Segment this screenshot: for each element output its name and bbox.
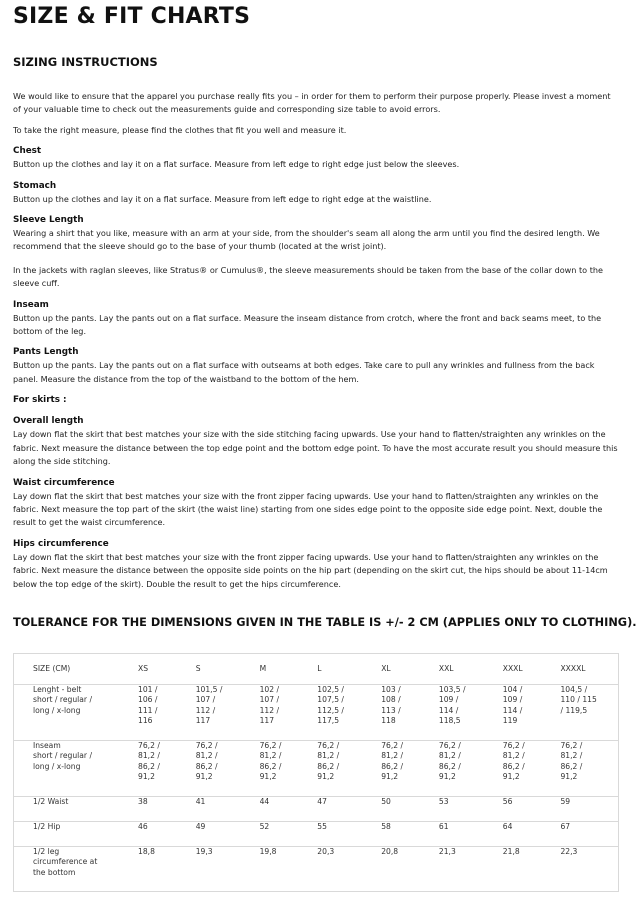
intro-text: We would like to ensure that the apparel you purchase really fits you – in order for them to perform their purpose properly. Please invest a moment of your valuable time to check out the measurements guide and corresponding size table to avoid errors.: [13, 91, 611, 115]
hips-text: Lay down flat the skirt that best matches your size with the front zipper facing upwards. Use your hand to flatten/straighten any wrinkles on the fabric. Next measure the distance between the opposite side points on the hip part (depending on the skirt cut, the hips should be about 11-14cm below the top edge of the skirt). Double the result to get the hips circumference.: [13, 551, 608, 589]
table-row: [14, 822, 619, 847]
row-label: Inseam short / regular / long / x-long: [33, 741, 93, 771]
header-cell: XS: [119, 654, 177, 685]
table-cell: 76,2 / 81,2 / 86,2 / 91,2: [195, 741, 218, 781]
row-label: 1/2 Waist: [33, 797, 69, 806]
header-cell: XXXL: [484, 654, 542, 685]
table-cell: 41: [195, 797, 206, 806]
table-cell: 53: [438, 797, 449, 806]
table-cell: 44: [259, 797, 270, 806]
pants-length-heading: Pants Length: [13, 347, 79, 358]
table-cell: 55: [317, 822, 327, 831]
table-cell: 21,8: [502, 847, 520, 856]
header-cell: S: [177, 654, 241, 685]
table-cell: 20,3: [317, 847, 335, 856]
header-cell: L: [298, 654, 362, 685]
sleeve-heading: Sleeve Length: [13, 215, 84, 226]
overall-length-text: Lay down flat the skirt that best matches your size with the side stitching facing upwards. Use your hand to flatten/straighten any wrinkles on the fabric. Next measure the distance between the top edge point and the bottom edge point. To have the most accurate result you should measure this along the side stitching.: [13, 429, 618, 467]
size-table: [13, 653, 619, 892]
header-cell: XXXXL: [541, 654, 618, 685]
table-cell: 76,2 / 81,2 / 86,2 / 91,2: [317, 741, 340, 781]
table-cell: 67: [560, 822, 571, 831]
sizing-instructions: [13, 90, 618, 591]
table-cell: 38: [138, 797, 148, 806]
table-cell: 76,2 / 81,2 / 86,2 / 91,2: [259, 741, 282, 781]
stomach-heading: Stomach: [13, 180, 57, 191]
table-cell: 76,2 / 81,2 / 86,2 / 91,2: [381, 741, 404, 781]
row-label: Lenght - belt short / regular / long / x-long: [33, 685, 93, 715]
table-cell: 104 / 109 / 114 / 119: [502, 685, 523, 725]
table-cell: 64: [502, 822, 513, 831]
header-cell: M: [241, 654, 299, 685]
table-cell: 103,5 / 109 / 114 / 118,5: [438, 685, 466, 725]
table-cell: 61: [438, 822, 449, 831]
table-cell: 52: [259, 822, 270, 831]
chest-heading: Chest: [13, 146, 42, 157]
header-cell: SIZE (CM): [14, 654, 120, 685]
inseam-heading: Inseam: [13, 299, 49, 310]
row-label: 1/2 leg circumference at the bottom: [33, 847, 98, 877]
table-cell: 22,3: [560, 847, 578, 856]
table-cell: 49: [195, 822, 206, 831]
table-cell: 47: [317, 797, 327, 806]
overall-length-heading: Overall length: [13, 416, 84, 427]
table-cell: 76,2 / 81,2 / 86,2 / 91,2: [502, 741, 525, 781]
table-cell: 76,2 / 81,2 / 86,2 / 91,2: [138, 741, 160, 781]
hips-heading: Hips circumference: [13, 538, 109, 549]
header-cell: XXL: [420, 654, 484, 685]
table-cell: 102,5 / 107,5 / 112,5 / 117,5: [317, 685, 344, 725]
table-cell: 103 / 108 / 113 / 118: [381, 685, 401, 725]
waist-heading: Waist circumference: [13, 477, 115, 488]
chest-text: Button up the clothes and lay it on a flat surface. Measure from left edge to right edge just below the sleeves.: [13, 159, 460, 170]
tolerance-title: TOLERANCE FOR THE DIMENSIONS GIVEN IN THE TABLE IS +/- 2 CM (APPLIES ONLY TO CLOTHING).: [13, 616, 637, 629]
table-cell: 20,8: [381, 847, 399, 856]
table-cell: 76,2 / 81,2 / 86,2 / 91,2: [438, 741, 461, 781]
intro-text-2: To take the right measure, please find the clothes that fit you well and measure it.: [13, 124, 347, 135]
table-row: [14, 741, 619, 797]
table-cell: 21,3: [438, 847, 456, 856]
table-cell: 59: [560, 797, 571, 806]
pants-length-text: Button up the pants. Lay the pants out on a flat surface with outseams at both edges. Take care to pull any wrinkles and fullness from the back panel. Measure the distance from the top of the waistband to the bottom of the hem.: [13, 360, 595, 384]
page-title: SIZE & FIT CHARTS: [13, 4, 251, 29]
table-row: [14, 685, 619, 741]
row-label: 1/2 Hip: [33, 822, 61, 831]
skirts-heading: For skirts :: [13, 395, 67, 406]
table-row: [14, 847, 619, 892]
table-cell: 101 / 106 / 111 / 116: [138, 685, 158, 725]
table-cell: 56: [502, 797, 513, 806]
table-cell: 104,5 / 110 / 115 / 119,5: [560, 685, 597, 715]
waist-text: Lay down flat the skirt that best matches your size with the front zipper facing upwards. Use your hand to flatten/straighten any wrinkles on the fabric. Next measure the top part of the skirt (the waist line) starting from one sides edge point to the opposite side edge point. Next, double the result to get the waist circumference.: [13, 490, 603, 528]
stomach-text: Button up the clothes and lay it on a flat surface. Measure from left edge to right edge at the waistline.: [13, 193, 432, 204]
table-cell: 101,5 / 107 / 112 / 117: [195, 685, 223, 725]
table-cell: 19,3: [195, 847, 213, 856]
sleeve-text: Wearing a shirt that you like, measure with an arm at your side, from the shoulder's seam all along the arm until you find the desired length. We recommend that the sleeve should go to the base of your thumb (located at the wrist joint).: [13, 228, 600, 252]
table-cell: 102 / 107 / 112 / 117: [259, 685, 280, 725]
table-cell: 76,2 / 81,2 / 86,2 / 91,2: [560, 741, 583, 781]
inseam-text: Button up the pants. Lay the pants out on a flat surface. Measure the inseam distance from crotch, where the front and back seams meet, to the bottom of the leg.: [13, 312, 602, 337]
table-cell: 50: [381, 797, 391, 806]
table-cell: 19,8: [259, 847, 277, 856]
table-cell: 18,8: [138, 847, 155, 856]
table-cell: 58: [381, 822, 391, 831]
header-cell: XL: [362, 654, 420, 685]
table-header-row: [14, 654, 619, 685]
table-cell: 46: [138, 822, 148, 831]
section-title-sizing: SIZING INSTRUCTIONS: [13, 55, 158, 69]
table-row: [14, 797, 619, 822]
sleeve-text-raglan: In the jackets with raglan sleeves, like Stratus® or Cumulus®, the sleeve measurements should be taken from the base of the collar down to the sleeve cuff.: [13, 264, 603, 289]
